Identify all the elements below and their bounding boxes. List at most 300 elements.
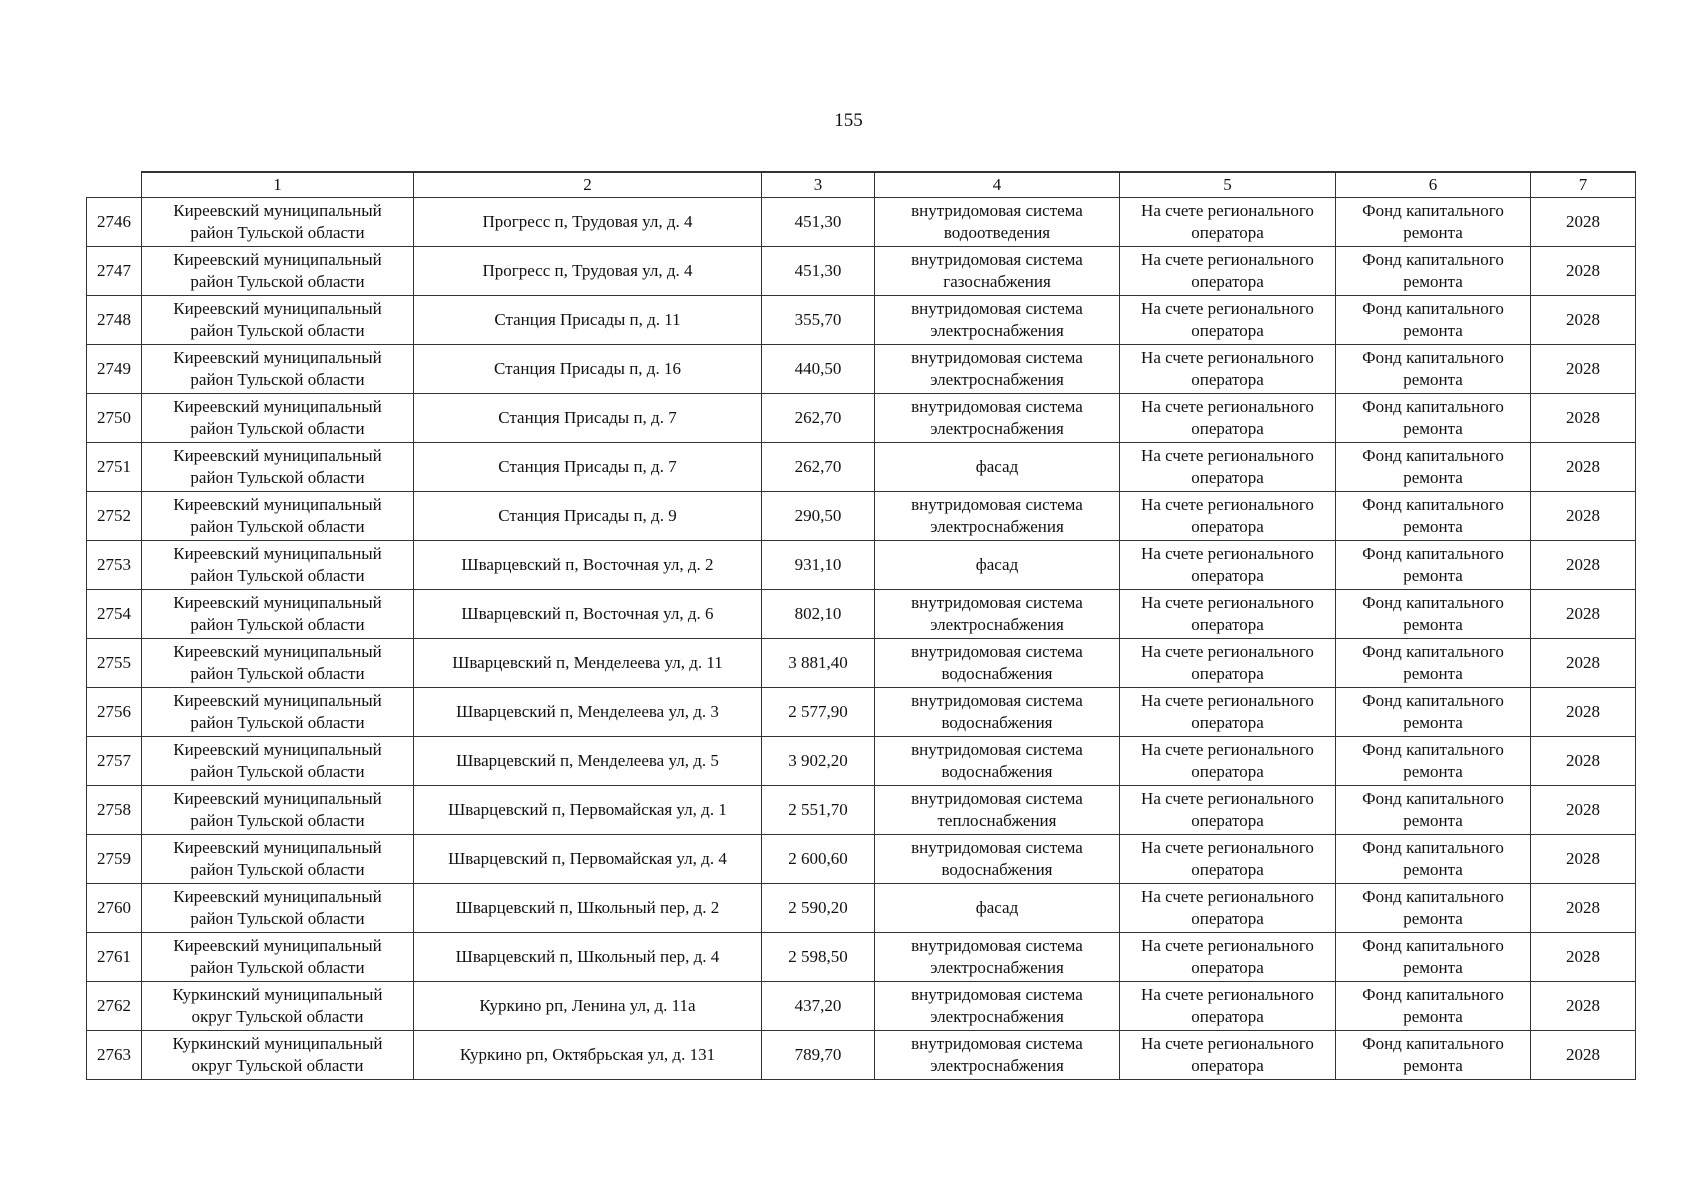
fund-cell-line: ремонта <box>1403 664 1463 683</box>
fund-cell-line: Фонд капитального <box>1362 838 1504 857</box>
municipality-cell-line: район Тульской области <box>190 615 365 634</box>
address-cell: Шварцевский п, Менделеева ул, д. 11 <box>414 639 762 688</box>
fund-cell <box>1336 688 1531 737</box>
address-cell: Прогресс п, Трудовая ул, д. 4 <box>414 247 762 296</box>
account-cell-line: оператора <box>1191 615 1264 634</box>
account-cell-line: оператора <box>1191 321 1264 340</box>
row-number: 2761 <box>87 933 142 982</box>
account-cell-line: На счете регионального <box>1141 740 1314 759</box>
system-cell-line: водоснабжения <box>941 762 1053 781</box>
table-row <box>87 296 1636 345</box>
account-cell-line: оператора <box>1191 566 1264 585</box>
account-cell <box>1120 492 1336 541</box>
account-cell <box>1120 884 1336 933</box>
account-cell <box>1120 541 1336 590</box>
row-number: 2763 <box>87 1031 142 1080</box>
municipality-cell-line: район Тульской области <box>190 272 365 291</box>
table-row <box>87 933 1636 982</box>
fund-cell-line: Фонд капитального <box>1362 740 1504 759</box>
system-cell-line: газоснабжения <box>943 272 1051 291</box>
fund-cell-line: Фонд капитального <box>1362 299 1504 318</box>
account-cell-line: На счете регионального <box>1141 446 1314 465</box>
year-cell: 2028 <box>1531 737 1636 786</box>
year-cell: 2028 <box>1531 394 1636 443</box>
fund-cell-line: ремонта <box>1403 1056 1463 1075</box>
system-cell-line: фасад <box>975 457 1019 476</box>
system-cell-line: электроснабжения <box>930 321 1064 340</box>
address-cell: Куркино рп, Ленина ул, д. 11а <box>414 982 762 1031</box>
table-row <box>87 835 1636 884</box>
fund-cell <box>1336 296 1531 345</box>
municipality-cell-line: район Тульской области <box>190 811 365 830</box>
account-cell-line: оператора <box>1191 909 1264 928</box>
account-cell <box>1120 786 1336 835</box>
municipality-cell-line: район Тульской области <box>190 321 365 340</box>
system-cell <box>875 345 1120 394</box>
area-cell: 262,70 <box>762 443 875 492</box>
municipality-cell-line: Киреевский муниципальный <box>173 299 382 318</box>
account-cell <box>1120 1031 1336 1080</box>
system-cell-line: фасад <box>975 555 1019 574</box>
system-cell <box>875 835 1120 884</box>
system-cell-line: внутридомовая система <box>911 936 1083 955</box>
fund-cell-line: Фонд капитального <box>1362 985 1504 1004</box>
fund-cell <box>1336 345 1531 394</box>
municipality-cell-line: район Тульской области <box>190 566 365 585</box>
area-cell: 440,50 <box>762 345 875 394</box>
system-cell <box>875 296 1120 345</box>
account-cell-line: На счете регионального <box>1141 250 1314 269</box>
address-cell: Шварцевский п, Первомайская ул, д. 4 <box>414 835 762 884</box>
account-cell-line: оператора <box>1191 419 1264 438</box>
municipality-cell <box>142 345 414 394</box>
municipality-cell-line: Киреевский муниципальный <box>173 740 382 759</box>
system-cell <box>875 933 1120 982</box>
system-cell <box>875 590 1120 639</box>
area-cell: 437,20 <box>762 982 875 1031</box>
year-cell: 2028 <box>1531 296 1636 345</box>
municipality-cell-line: Киреевский муниципальный <box>173 348 382 367</box>
municipality-cell-line: район Тульской области <box>190 762 365 781</box>
row-number: 2760 <box>87 884 142 933</box>
row-number: 2753 <box>87 541 142 590</box>
account-cell <box>1120 835 1336 884</box>
row-number: 2750 <box>87 394 142 443</box>
address-cell: Станция Присады п, д. 11 <box>414 296 762 345</box>
year-cell: 2028 <box>1531 884 1636 933</box>
fund-cell-line: ремонта <box>1403 958 1463 977</box>
row-number: 2748 <box>87 296 142 345</box>
account-cell-line: оператора <box>1191 762 1264 781</box>
fund-cell-line: Фонд капитального <box>1362 495 1504 514</box>
account-cell-line: На счете регионального <box>1141 985 1314 1004</box>
account-cell-line: На счете регионального <box>1141 397 1314 416</box>
area-cell: 3 881,40 <box>762 639 875 688</box>
system-cell <box>875 492 1120 541</box>
fund-cell <box>1336 737 1531 786</box>
area-cell: 3 902,20 <box>762 737 875 786</box>
account-cell-line: На счете регионального <box>1141 789 1314 808</box>
account-cell-line: На счете регионального <box>1141 691 1314 710</box>
municipality-cell-line: район Тульской области <box>190 860 365 879</box>
fund-cell <box>1336 639 1531 688</box>
account-cell <box>1120 296 1336 345</box>
system-cell <box>875 443 1120 492</box>
address-cell: Станция Присады п, д. 7 <box>414 394 762 443</box>
account-cell-line: оператора <box>1191 1007 1264 1026</box>
table-header <box>87 172 1636 198</box>
table-row <box>87 345 1636 394</box>
row-number: 2754 <box>87 590 142 639</box>
fund-cell <box>1336 198 1531 247</box>
area-cell: 2 551,70 <box>762 786 875 835</box>
fund-cell-line: ремонта <box>1403 811 1463 830</box>
system-cell-line: теплоснабжения <box>937 811 1057 830</box>
table-row <box>87 443 1636 492</box>
system-cell-line: внутридомовая система <box>911 838 1083 857</box>
table-row <box>87 688 1636 737</box>
address-cell: Станция Присады п, д. 9 <box>414 492 762 541</box>
fund-cell <box>1336 982 1531 1031</box>
fund-cell-line: ремонта <box>1403 1007 1463 1026</box>
system-cell <box>875 639 1120 688</box>
header-cell-col-4: 4 <box>875 172 1120 198</box>
system-cell <box>875 688 1120 737</box>
system-cell-line: электроснабжения <box>930 370 1064 389</box>
municipality-cell <box>142 590 414 639</box>
fund-cell-line: ремонта <box>1403 860 1463 879</box>
system-cell-line: внутридомовая система <box>911 789 1083 808</box>
municipality-cell <box>142 835 414 884</box>
municipality-cell <box>142 737 414 786</box>
municipality-cell-line: район Тульской области <box>190 517 365 536</box>
address-cell: Куркино рп, Октябрьская ул, д. 131 <box>414 1031 762 1080</box>
row-number: 2756 <box>87 688 142 737</box>
account-cell <box>1120 247 1336 296</box>
table-body <box>87 198 1636 1080</box>
fund-cell <box>1336 1031 1531 1080</box>
municipality-cell-line: Киреевский муниципальный <box>173 642 382 661</box>
capital-repair-table <box>86 171 1636 1080</box>
fund-cell <box>1336 933 1531 982</box>
municipality-cell-line: Киреевский муниципальный <box>173 495 382 514</box>
address-cell: Шварцевский п, Восточная ул, д. 6 <box>414 590 762 639</box>
account-cell-line: На счете регионального <box>1141 348 1314 367</box>
municipality-cell <box>142 688 414 737</box>
system-cell <box>875 198 1120 247</box>
municipality-cell <box>142 443 414 492</box>
fund-cell-line: Фонд капитального <box>1362 544 1504 563</box>
year-cell: 2028 <box>1531 541 1636 590</box>
account-cell-line: На счете регионального <box>1141 642 1314 661</box>
fund-cell-line: ремонта <box>1403 419 1463 438</box>
fund-cell-line: Фонд капитального <box>1362 1034 1504 1053</box>
system-cell <box>875 394 1120 443</box>
area-cell: 931,10 <box>762 541 875 590</box>
fund-cell-line: ремонта <box>1403 223 1463 242</box>
fund-cell <box>1336 590 1531 639</box>
year-cell: 2028 <box>1531 590 1636 639</box>
municipality-cell <box>142 492 414 541</box>
year-cell: 2028 <box>1531 786 1636 835</box>
municipality-cell <box>142 296 414 345</box>
system-cell-line: электроснабжения <box>930 1056 1064 1075</box>
account-cell-line: оператора <box>1191 468 1264 487</box>
system-cell-line: электроснабжения <box>930 517 1064 536</box>
account-cell-line: оператора <box>1191 272 1264 291</box>
area-cell: 802,10 <box>762 590 875 639</box>
account-cell-line: На счете регионального <box>1141 1034 1314 1053</box>
municipality-cell-line: район Тульской области <box>190 223 365 242</box>
municipality-cell <box>142 884 414 933</box>
municipality-cell-line: район Тульской области <box>190 370 365 389</box>
municipality-cell-line: Киреевский муниципальный <box>173 250 382 269</box>
address-cell: Шварцевский п, Менделеева ул, д. 5 <box>414 737 762 786</box>
system-cell-line: внутридомовая система <box>911 691 1083 710</box>
system-cell-line: внутридомовая система <box>911 348 1083 367</box>
fund-cell-line: ремонта <box>1403 370 1463 389</box>
municipality-cell <box>142 1031 414 1080</box>
table-row <box>87 492 1636 541</box>
address-cell: Шварцевский п, Школьный пер, д. 2 <box>414 884 762 933</box>
area-cell: 2 600,60 <box>762 835 875 884</box>
system-cell <box>875 884 1120 933</box>
row-number: 2758 <box>87 786 142 835</box>
fund-cell-line: ремонта <box>1403 615 1463 634</box>
address-cell: Шварцевский п, Школьный пер, д. 4 <box>414 933 762 982</box>
row-number: 2757 <box>87 737 142 786</box>
account-cell-line: оператора <box>1191 958 1264 977</box>
system-cell-line: водоснабжения <box>941 664 1053 683</box>
page-number: 155 <box>834 110 863 131</box>
system-cell-line: водоснабжения <box>941 713 1053 732</box>
system-cell-line: внутридомовая система <box>911 299 1083 318</box>
municipality-cell <box>142 933 414 982</box>
system-cell-line: внутридомовая система <box>911 985 1083 1004</box>
table-row <box>87 394 1636 443</box>
municipality-cell <box>142 541 414 590</box>
system-cell-line: внутридомовая система <box>911 201 1083 220</box>
row-number: 2746 <box>87 198 142 247</box>
municipality-cell-line: район Тульской области <box>190 419 365 438</box>
area-cell: 2 590,20 <box>762 884 875 933</box>
area-cell: 355,70 <box>762 296 875 345</box>
year-cell: 2028 <box>1531 443 1636 492</box>
municipality-cell-line: Киреевский муниципальный <box>173 936 382 955</box>
table-row <box>87 737 1636 786</box>
municipality-cell-line: Киреевский муниципальный <box>173 789 382 808</box>
account-cell-line: На счете регионального <box>1141 544 1314 563</box>
row-number: 2762 <box>87 982 142 1031</box>
account-cell-line: На счете регионального <box>1141 495 1314 514</box>
fund-cell-line: Фонд капитального <box>1362 250 1504 269</box>
address-cell: Станция Присады п, д. 7 <box>414 443 762 492</box>
table-row <box>87 541 1636 590</box>
fund-cell-line: Фонд капитального <box>1362 397 1504 416</box>
municipality-cell-line: округ Тульской области <box>191 1056 364 1075</box>
account-cell-line: оператора <box>1191 1056 1264 1075</box>
municipality-cell-line: Киреевский муниципальный <box>173 838 382 857</box>
account-cell-line: На счете регионального <box>1141 201 1314 220</box>
fund-cell-line: ремонта <box>1403 909 1463 928</box>
account-cell <box>1120 933 1336 982</box>
municipality-cell-line: Киреевский муниципальный <box>173 201 382 220</box>
account-cell-line: На счете регионального <box>1141 838 1314 857</box>
system-cell-line: водоотведения <box>943 223 1051 242</box>
system-cell-line: внутридомовая система <box>911 495 1083 514</box>
account-cell <box>1120 688 1336 737</box>
year-cell: 2028 <box>1531 492 1636 541</box>
fund-cell-line: ремонта <box>1403 272 1463 291</box>
account-cell-line: На счете регионального <box>1141 887 1314 906</box>
municipality-cell-line: Киреевский муниципальный <box>173 887 382 906</box>
system-cell <box>875 737 1120 786</box>
fund-cell-line: ремонта <box>1403 762 1463 781</box>
table-row <box>87 786 1636 835</box>
municipality-cell <box>142 639 414 688</box>
fund-cell-line: Фонд капитального <box>1362 642 1504 661</box>
system-cell <box>875 1031 1120 1080</box>
fund-cell <box>1336 247 1531 296</box>
system-cell-line: электроснабжения <box>930 958 1064 977</box>
account-cell <box>1120 394 1336 443</box>
account-cell-line: оператора <box>1191 811 1264 830</box>
account-cell <box>1120 345 1336 394</box>
year-cell: 2028 <box>1531 688 1636 737</box>
fund-cell-line: Фонд капитального <box>1362 936 1504 955</box>
row-number: 2747 <box>87 247 142 296</box>
header-cell-col-5: 5 <box>1120 172 1336 198</box>
account-cell <box>1120 198 1336 247</box>
account-cell-line: оператора <box>1191 713 1264 732</box>
municipality-cell-line: район Тульской области <box>190 909 365 928</box>
area-cell: 451,30 <box>762 198 875 247</box>
header-cell-col-7: 7 <box>1531 172 1636 198</box>
year-cell: 2028 <box>1531 982 1636 1031</box>
system-cell-line: внутридомовая система <box>911 397 1083 416</box>
municipality-cell <box>142 394 414 443</box>
fund-cell-line: ремонта <box>1403 713 1463 732</box>
system-cell-line: внутридомовая система <box>911 250 1083 269</box>
year-cell: 2028 <box>1531 933 1636 982</box>
account-cell <box>1120 737 1336 786</box>
address-cell: Шварцевский п, Менделеева ул, д. 3 <box>414 688 762 737</box>
area-cell: 262,70 <box>762 394 875 443</box>
address-cell: Прогресс п, Трудовая ул, д. 4 <box>414 198 762 247</box>
fund-cell <box>1336 394 1531 443</box>
municipality-cell-line: Киреевский муниципальный <box>173 593 382 612</box>
fund-cell <box>1336 835 1531 884</box>
system-cell-line: электроснабжения <box>930 419 1064 438</box>
header-cell-number <box>87 172 142 198</box>
account-cell-line: На счете регионального <box>1141 593 1314 612</box>
header-cell-col-6: 6 <box>1336 172 1531 198</box>
account-cell <box>1120 590 1336 639</box>
header-row <box>87 172 1636 198</box>
municipality-cell-line: Киреевский муниципальный <box>173 691 382 710</box>
system-cell <box>875 541 1120 590</box>
header-cell-col-1: 1 <box>142 172 414 198</box>
municipality-cell-line: Куркинский муниципальный <box>172 1034 383 1053</box>
system-cell-line: электроснабжения <box>930 615 1064 634</box>
fund-cell <box>1336 786 1531 835</box>
account-cell-line: оператора <box>1191 860 1264 879</box>
area-cell: 789,70 <box>762 1031 875 1080</box>
system-cell-line: внутридомовая система <box>911 740 1083 759</box>
fund-cell-line: Фонд капитального <box>1362 201 1504 220</box>
table-row <box>87 884 1636 933</box>
account-cell-line: оператора <box>1191 370 1264 389</box>
header-cell-col-3: 3 <box>762 172 875 198</box>
fund-cell <box>1336 541 1531 590</box>
year-cell: 2028 <box>1531 247 1636 296</box>
system-cell-line: внутридомовая система <box>911 1034 1083 1053</box>
fund-cell-line: ремонта <box>1403 321 1463 340</box>
system-cell-line: водоснабжения <box>941 860 1053 879</box>
row-number: 2755 <box>87 639 142 688</box>
fund-cell-line: Фонд капитального <box>1362 348 1504 367</box>
account-cell <box>1120 639 1336 688</box>
municipality-cell-line: Куркинский муниципальный <box>172 985 383 1004</box>
account-cell-line: оператора <box>1191 517 1264 536</box>
year-cell: 2028 <box>1531 1031 1636 1080</box>
system-cell <box>875 982 1120 1031</box>
table-row <box>87 639 1636 688</box>
municipality-cell-line: Киреевский муниципальный <box>173 397 382 416</box>
municipality-cell-line: округ Тульской области <box>191 1007 364 1026</box>
header-cell-col-2: 2 <box>414 172 762 198</box>
fund-cell-line: ремонта <box>1403 468 1463 487</box>
municipality-cell <box>142 982 414 1031</box>
row-number: 2751 <box>87 443 142 492</box>
account-cell-line: На счете регионального <box>1141 936 1314 955</box>
row-number: 2759 <box>87 835 142 884</box>
table-row <box>87 198 1636 247</box>
municipality-cell-line: район Тульской области <box>190 713 365 732</box>
table-row <box>87 590 1636 639</box>
municipality-cell <box>142 198 414 247</box>
account-cell <box>1120 982 1336 1031</box>
system-cell-line: внутридомовая система <box>911 642 1083 661</box>
municipality-cell-line: Киреевский муниципальный <box>173 446 382 465</box>
year-cell: 2028 <box>1531 639 1636 688</box>
municipality-cell-line: район Тульской области <box>190 664 365 683</box>
year-cell: 2028 <box>1531 198 1636 247</box>
table-row <box>87 982 1636 1031</box>
fund-cell-line: Фонд капитального <box>1362 789 1504 808</box>
account-cell <box>1120 443 1336 492</box>
area-cell: 2 598,50 <box>762 933 875 982</box>
account-cell-line: На счете регионального <box>1141 299 1314 318</box>
system-cell <box>875 786 1120 835</box>
fund-cell <box>1336 492 1531 541</box>
address-cell: Шварцевский п, Первомайская ул, д. 1 <box>414 786 762 835</box>
fund-cell-line: Фонд капитального <box>1362 887 1504 906</box>
table-row <box>87 1031 1636 1080</box>
fund-cell-line: ремонта <box>1403 517 1463 536</box>
municipality-cell <box>142 247 414 296</box>
table-row <box>87 247 1636 296</box>
area-cell: 290,50 <box>762 492 875 541</box>
year-cell: 2028 <box>1531 835 1636 884</box>
fund-cell <box>1336 884 1531 933</box>
system-cell <box>875 247 1120 296</box>
area-cell: 451,30 <box>762 247 875 296</box>
row-number: 2752 <box>87 492 142 541</box>
system-cell-line: фасад <box>975 898 1019 917</box>
municipality-cell-line: Киреевский муниципальный <box>173 544 382 563</box>
address-cell: Шварцевский п, Восточная ул, д. 2 <box>414 541 762 590</box>
